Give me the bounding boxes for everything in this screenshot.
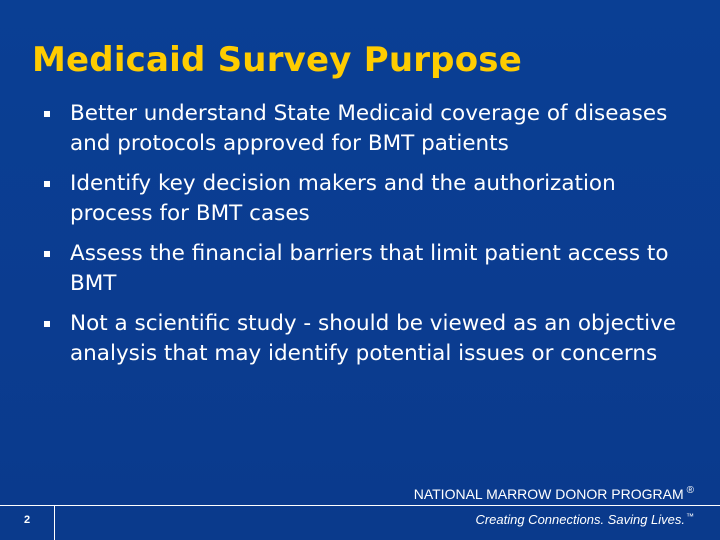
bullet-list — [42, 99, 702, 379]
page-number: 2 — [24, 514, 31, 526]
registered-mark: ® — [686, 485, 694, 496]
organization-name — [414, 482, 694, 503]
bullet-text: Not a scientific study - should be viewed as an objective analysis that may identify potential issues or concerns — [70, 311, 677, 366]
bullet-text: Better understand State Medicaid coverage of diseases and protocols approved for BMT patients — [70, 101, 668, 156]
bullet-item — [42, 169, 702, 229]
trademark-mark: ™ — [686, 512, 694, 521]
bullet-item — [42, 309, 702, 369]
square-bullet-icon — [44, 251, 50, 257]
tagline — [475, 509, 694, 528]
slide-title: Medicaid Survey Purpose — [32, 40, 522, 80]
bullet-text: Identify key decision makers and the authorization process for BMT cases — [70, 171, 616, 226]
tagline-text: Creating Connections. Saving Lives. — [475, 512, 685, 527]
bullet-item — [42, 239, 702, 299]
page-number-divider — [54, 505, 55, 540]
square-bullet-icon — [44, 111, 50, 117]
organization-name-text: NATIONAL MARROW DONOR PROGRAM — [413, 486, 684, 502]
square-bullet-icon — [44, 321, 50, 327]
bullet-text: Assess the financial barriers that limit patient access to BMT — [70, 241, 669, 296]
footer-divider-line — [0, 505, 720, 506]
square-bullet-icon — [44, 181, 50, 187]
bullet-item — [42, 99, 702, 159]
